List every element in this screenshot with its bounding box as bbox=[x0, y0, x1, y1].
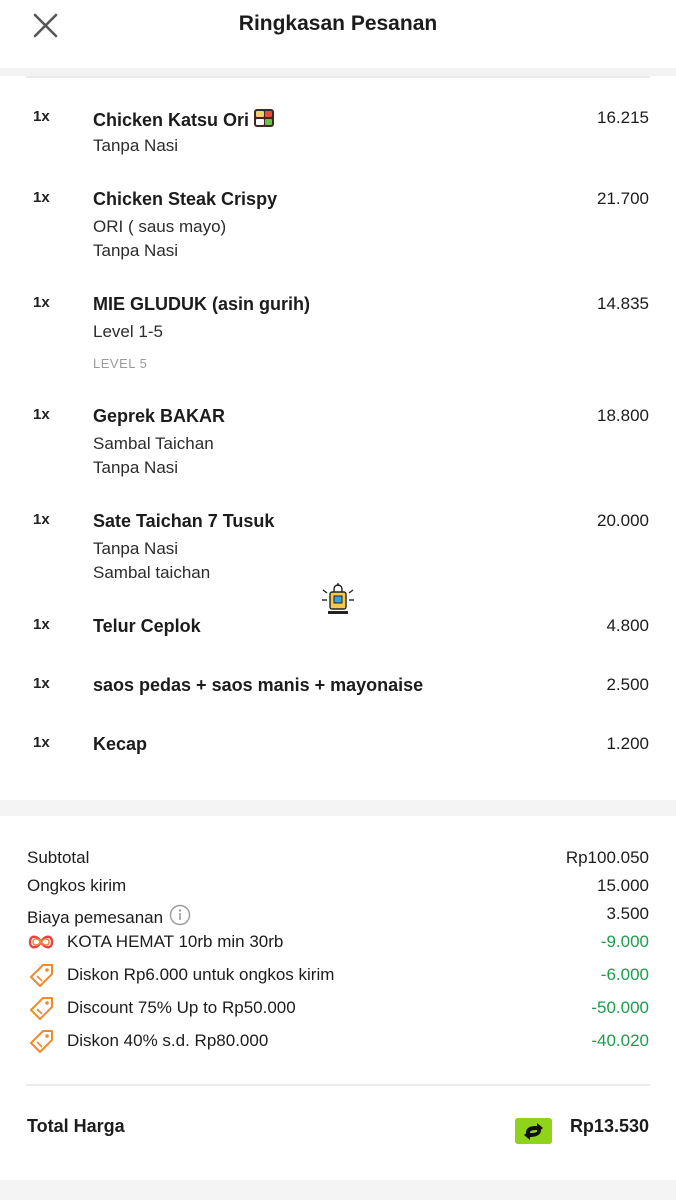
info-icon[interactable] bbox=[169, 904, 191, 926]
discount-label: KOTA HEMAT 10rb min 30rb bbox=[67, 932, 284, 951]
discount-label: Diskon Rp6.000 untuk ongkos kirim bbox=[67, 965, 335, 984]
item-price: 16.215 bbox=[597, 108, 649, 127]
item-note: Tanpa Nasi bbox=[93, 241, 179, 260]
discount-label: Diskon 40% s.d. Rp80.000 bbox=[67, 1031, 269, 1050]
section-divider bbox=[26, 1084, 650, 1086]
item-quantity: 1x bbox=[33, 734, 50, 751]
item-quantity: 1x bbox=[33, 294, 50, 311]
item-quantity: 1x bbox=[33, 406, 50, 423]
section-divider bbox=[26, 76, 650, 78]
item-price: 20.000 bbox=[597, 511, 649, 530]
discount-value: -9.000 bbox=[600, 932, 649, 951]
item-name: Sate Taichan 7 Tusuk bbox=[93, 511, 275, 531]
subtotal-label: Subtotal bbox=[27, 848, 90, 867]
infinity-loop-icon bbox=[27, 930, 55, 954]
total-label: Total Harga bbox=[27, 1116, 125, 1136]
item-note: Tanpa Nasi bbox=[93, 458, 179, 477]
item-name: Kecap bbox=[93, 734, 148, 754]
subtotal-row bbox=[0, 844, 676, 870]
item-note: Level 1-5 bbox=[93, 322, 163, 341]
subtotal-value: Rp100.050 bbox=[565, 848, 649, 867]
delivery-fee-value: 15.000 bbox=[597, 876, 649, 895]
item-name: Chicken Steak Crispy bbox=[93, 189, 278, 209]
discount-value: -6.000 bbox=[600, 965, 649, 984]
order-fee-value: 3.500 bbox=[606, 904, 649, 923]
delivery-fee-row bbox=[0, 872, 676, 898]
item-name: Geprek BAKAR bbox=[93, 406, 226, 426]
order-fee-row bbox=[0, 900, 676, 926]
payment-arrows-icon bbox=[515, 1118, 552, 1144]
item-note: Tanpa Nasi bbox=[93, 539, 179, 558]
delivery-fee-label: Ongkos kirim bbox=[27, 876, 127, 895]
header-divider bbox=[0, 68, 676, 76]
total-value: Rp13.530 bbox=[569, 1116, 649, 1136]
section-divider bbox=[0, 800, 676, 816]
item-option-value: LEVEL 5 bbox=[93, 356, 148, 371]
price-tag-icon bbox=[27, 963, 55, 987]
item-name: saos pedas + saos manis + mayonaise bbox=[93, 675, 424, 695]
item-price: 21.700 bbox=[597, 189, 649, 208]
item-quantity: 1x bbox=[33, 675, 50, 692]
item-note: ORI ( saus mayo) bbox=[93, 217, 227, 236]
item-quantity: 1x bbox=[33, 511, 50, 528]
item-note: Sambal taichan bbox=[93, 563, 211, 582]
item-name: Chicken Katsu Ori bbox=[93, 108, 275, 131]
discount-value: -50.000 bbox=[591, 998, 649, 1017]
item-name: Telur Ceplok bbox=[93, 616, 201, 636]
item-name: MIE GLUDUK (asin gurih) bbox=[93, 294, 310, 314]
order-fee-label: Biaya pemesanan bbox=[27, 904, 191, 928]
discount-row bbox=[0, 1027, 676, 1053]
item-price: 18.800 bbox=[597, 406, 649, 425]
item-note: Tanpa Nasi bbox=[93, 136, 179, 155]
item-price: 2.500 bbox=[606, 675, 649, 694]
item-price: 14.835 bbox=[597, 294, 649, 313]
bento-box-emoji-icon bbox=[253, 108, 275, 128]
price-tag-icon bbox=[27, 996, 55, 1020]
bottom-bar bbox=[0, 1180, 676, 1200]
discount-row bbox=[0, 928, 676, 954]
item-quantity: 1x bbox=[33, 616, 50, 633]
discount-value: -40.020 bbox=[591, 1031, 649, 1050]
discount-row bbox=[0, 961, 676, 987]
item-price: 1.200 bbox=[606, 734, 649, 753]
item-quantity: 1x bbox=[33, 189, 50, 206]
shopping-bag-sticker-icon bbox=[319, 582, 357, 616]
price-tag-icon bbox=[27, 1029, 55, 1053]
discount-row bbox=[0, 994, 676, 1020]
discount-label: Discount 75% Up to Rp50.000 bbox=[67, 998, 296, 1017]
item-note: Sambal Taichan bbox=[93, 434, 214, 453]
item-price: 4.800 bbox=[606, 616, 649, 635]
item-quantity: 1x bbox=[33, 108, 50, 125]
header bbox=[0, 0, 676, 72]
page-title: Ringkasan Pesanan bbox=[238, 12, 438, 35]
